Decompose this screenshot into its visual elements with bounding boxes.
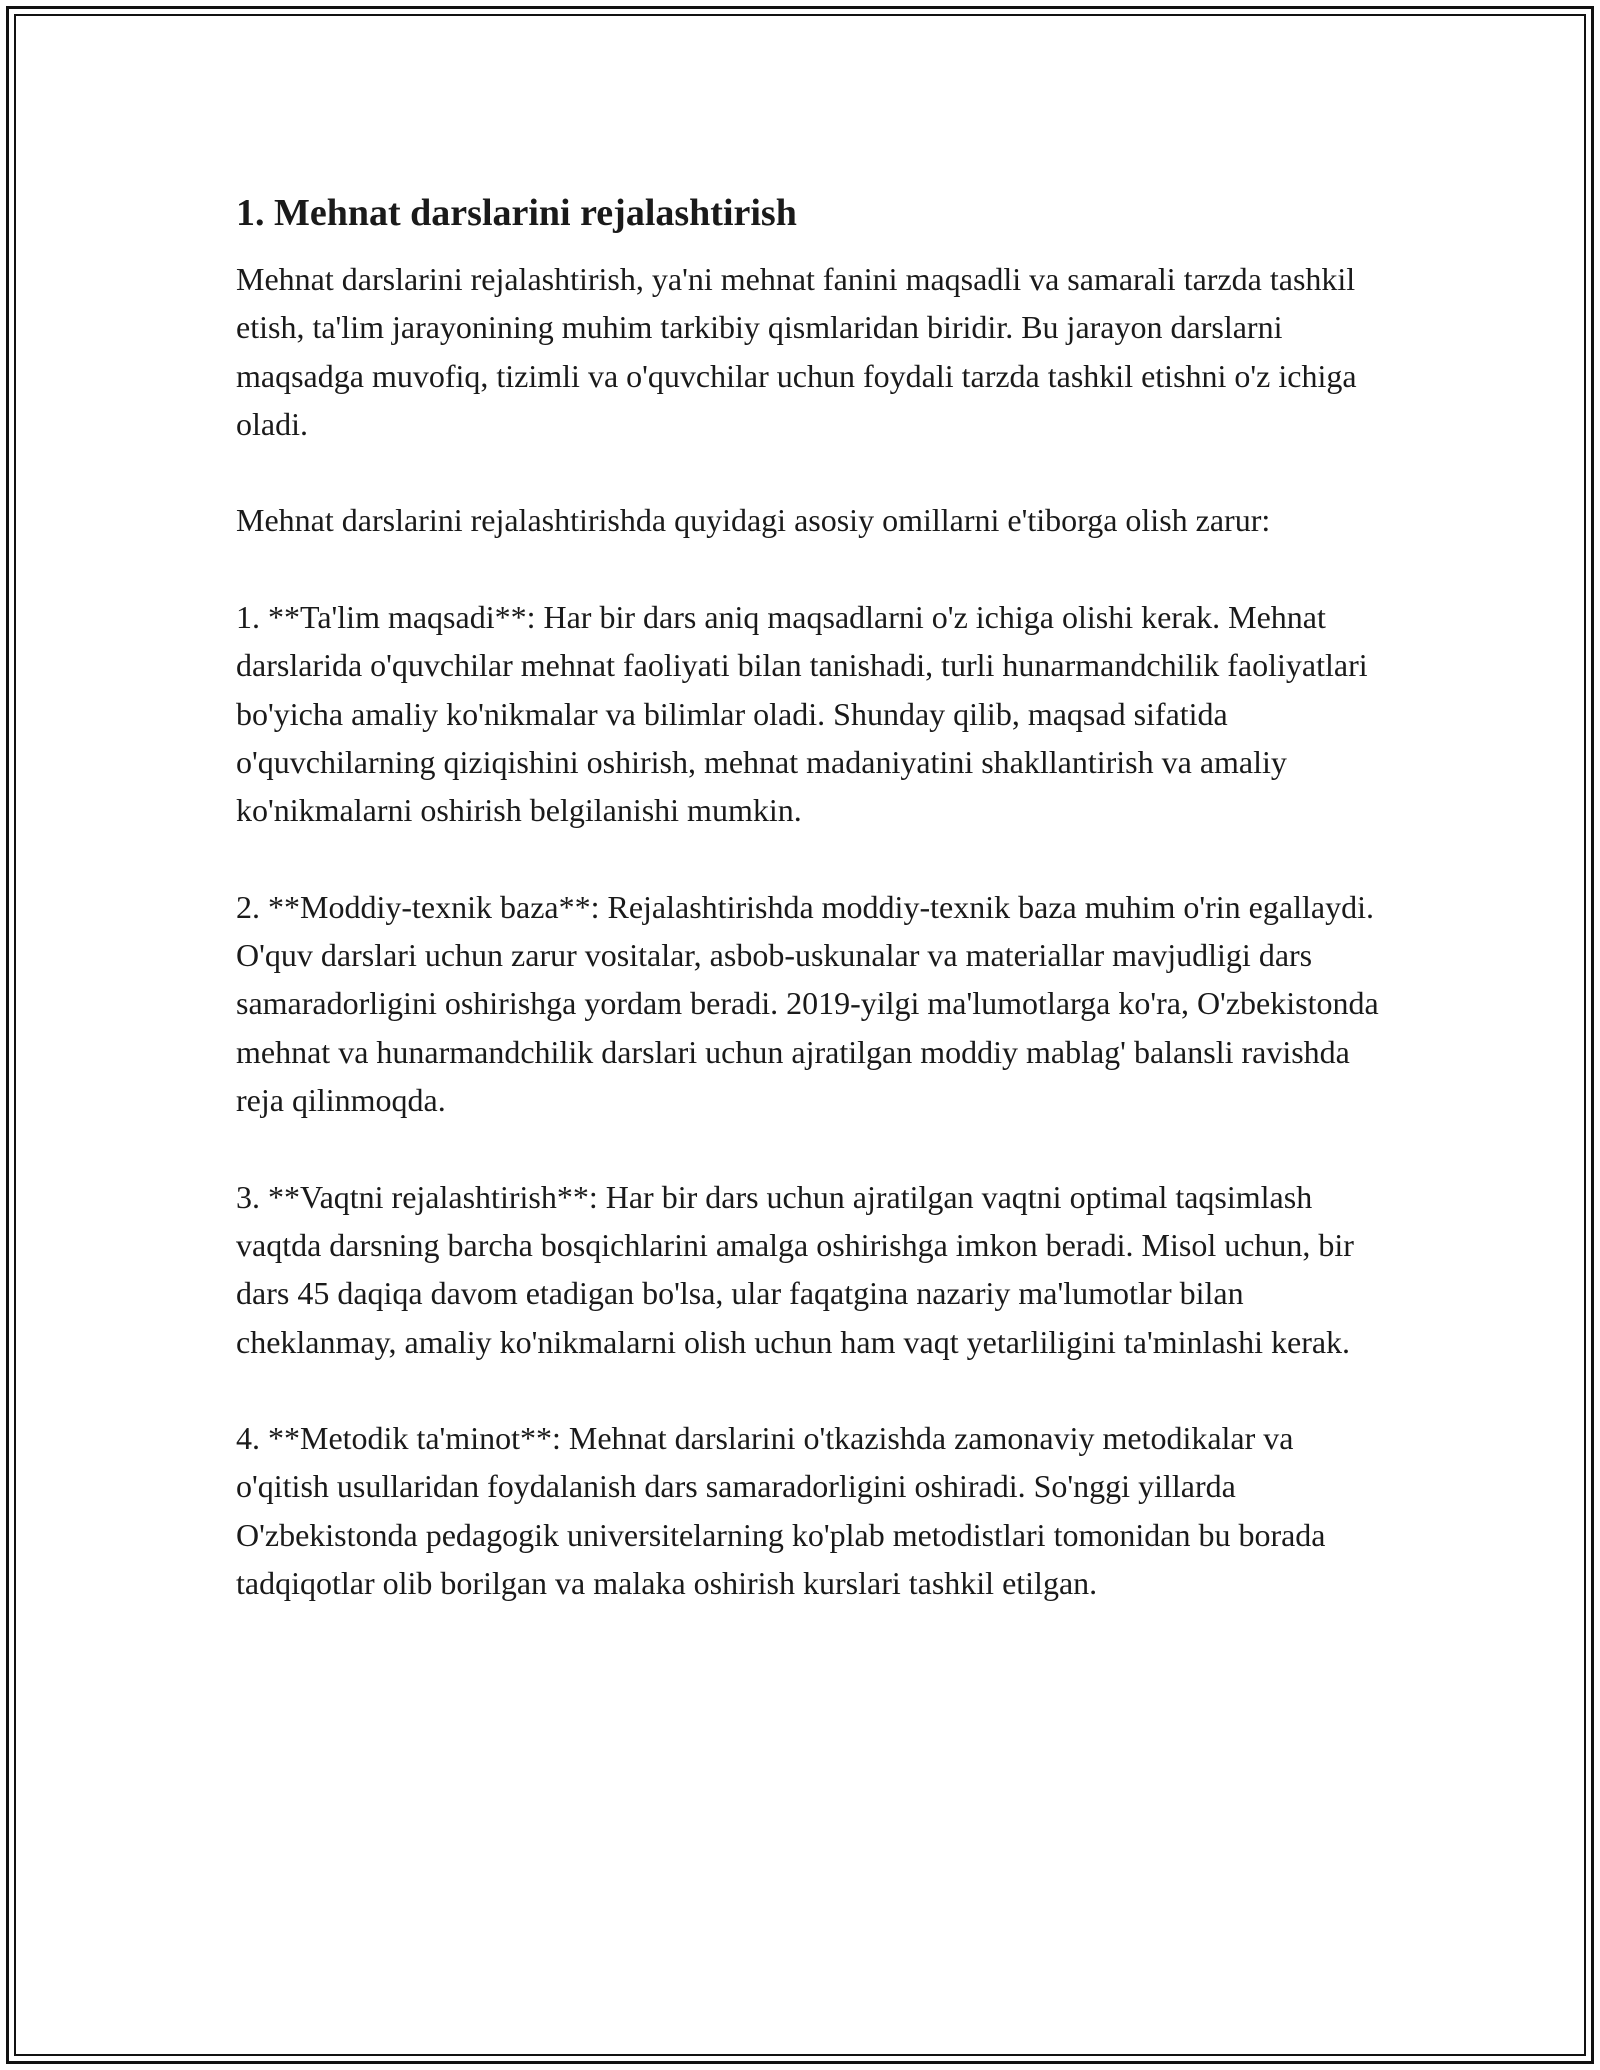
list-item-material-base: 2. **Moddiy-texnik baza**: Rejalashtirishda moddiy-texnik baza muhim o'rin egallaydi. O'quv darslari uchun zarur vositalar, asbob-uskunalar va materiallar mavjudligi dars samaradorligini oshirishga yordam beradi. 2019-yilgi ma'lumotlarga ko'ra, O'zbekistonda mehnat va hunarmandchilik darslari uchun ajratilgan moddiy mablag' balansli ravishda reja qilinmoqda. [236, 888, 1379, 1119]
list-item-methodical-support: 4. **Metodik ta'minot**: Mehnat darslarini o'tkazishda zamonaviy metodikalar va o'qitish usullaridan foydalanish dars samaradorligini oshiradi. So'nggi yillarda O'zbekistonda pedagogik universitelarning ko'plab metodistlari tomonidan bu borada tadqiqotlar olib borilgan va malaka oshirish kurslari tashkil etilgan. [236, 1420, 1326, 1602]
document-body [236, 185, 1386, 1656]
list-item-time-planning: 3. **Vaqtni rejalashtirish**: Har bir dars uchun ajratilgan vaqtni optimal taqsimlash vaqtda darsning barcha bosqichlarini amalga oshirishga imkon beradi. Misol uchun, bir dars 45 daqiqa davom etadigan bo'lsa, ular faqatgina nazariy ma'lumotlar bilan cheklanmay, amaliy ko'nikmalarni olish uchun ham vaqt yetarliligini ta'minlashi kerak. [236, 1178, 1354, 1360]
intro-paragraph: Mehnat darslarini rejalashtirish, ya'ni mehnat fanini maqsadli va samarali tarzda tashkil etish, ta'lim jarayonining muhim tarkibiy qismlaridan biridir. Bu jarayon darslarni maqsadga muvofiq, tizimli va o'quvchilar uchun foydali tarzda tashkil etishni o'z ichiga oladi. [236, 261, 1357, 442]
factors-intro-paragraph: Mehnat darslarini rejalashtirishda quyidagi asosiy omillarni e'tiborga olish zarur: [236, 502, 1271, 539]
section-heading: 1. Mehnat darslarini rejalashtirish [236, 192, 797, 234]
list-item-education-goal: 1. **Ta'lim maqsadi**: Har bir dars aniq maqsadlarni o'z ichiga olishi kerak. Mehnat darslarida o'quvchilar mehnat faoliyati bilan tanishadi, turli hunarmandchilik faoliyatlari bo'yicha amaliy ko'nikmalar va bilimlar oladi. Shunday qilib, maqsad sifatida o'quvchilarning qiziqishini oshirish, mehnat madaniyatini shakllantirish va amaliy ko'nikmalarni oshirish belgilanishi mumkin. [236, 599, 1368, 829]
